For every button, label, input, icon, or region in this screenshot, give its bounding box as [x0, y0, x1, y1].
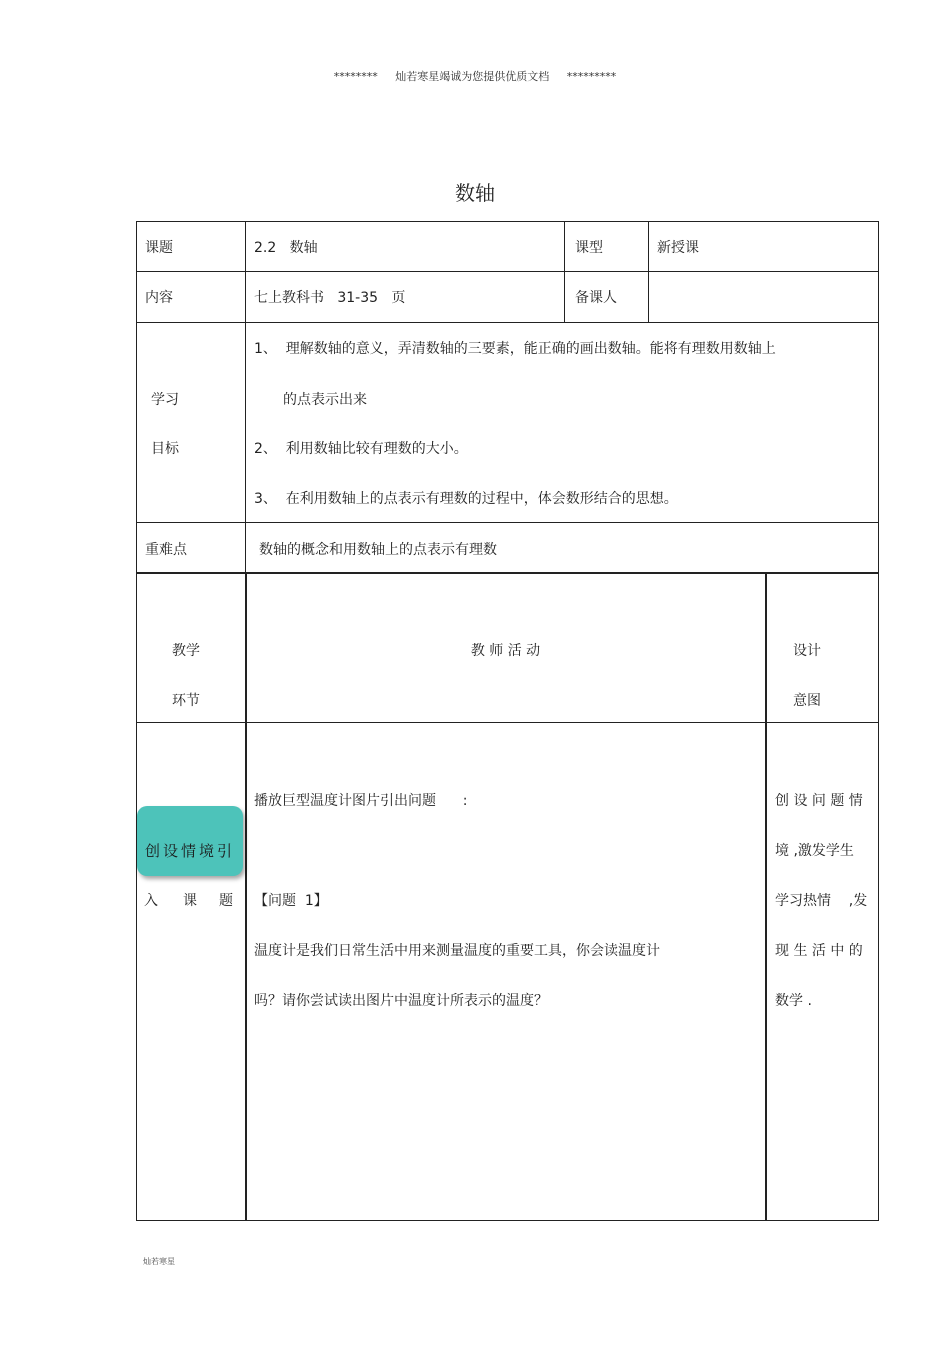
stage-continuation-3: 题 — [219, 893, 233, 909]
question-label: 【问题 1】 — [254, 893, 328, 909]
page-header — [0, 68, 950, 84]
table-border — [136, 221, 137, 1221]
table-border — [878, 221, 879, 1221]
intent-line-4: 现 生 活 中 的 — [775, 943, 863, 959]
activity-line-3: 吗？请你尝试读出图片中温度计所表示的温度？ — [254, 993, 548, 1009]
key-points-value: 数轴的概念和用数轴上的点表示有理数 — [259, 542, 497, 558]
table-border — [648, 221, 649, 322]
document-title: 数轴 — [455, 181, 495, 205]
table-border — [136, 322, 879, 323]
teacher-activity-header: 教 师 活 动 — [470, 643, 541, 659]
table-border — [136, 271, 879, 272]
content-value: 七上教科书 31-35 页 — [254, 290, 406, 306]
table-border — [136, 572, 879, 574]
header-left-stars: ******** — [333, 70, 378, 83]
topic-value: 2.2 数轴 — [254, 240, 318, 256]
page-footer: 灿若寒星 — [143, 1257, 175, 1266]
stage-continuation-2: 课 — [183, 893, 197, 909]
goals-label-line1: 学习 — [151, 392, 179, 408]
intent-header-line2: 意图 — [793, 693, 821, 709]
lesson-type-label: 课型 — [575, 240, 603, 256]
key-points-label: 重难点 — [145, 542, 187, 558]
goal-item-1-cont: 的点表示出来 — [283, 392, 367, 408]
table-border — [136, 522, 879, 523]
goals-label-line2: 目标 — [151, 441, 179, 457]
activity-line-1: 播放巨型温度计图片引出问题 : — [254, 793, 468, 809]
goal-item-1: 1、 理解数轴的意义，弄清数轴的三要素，能正确的画出数轴。能将有理数用数轴上 — [254, 341, 776, 357]
table-border — [245, 221, 246, 573]
intent-line-1: 创 设 问 题 情 — [775, 793, 863, 809]
header-right-stars: ********* — [566, 70, 617, 83]
stage-header-line2: 环节 — [172, 693, 200, 709]
preparer-label: 备课人 — [575, 290, 617, 306]
intent-line-2: 境 ,激发学生 — [775, 843, 854, 859]
topic-label: 课题 — [145, 240, 173, 256]
goal-item-2: 2、 利用数轴比较有理数的大小。 — [254, 441, 468, 457]
table-border — [136, 722, 879, 723]
activity-line-2: 温度计是我们日常生活中用来测量温度的重要工具，你会读温度计 — [254, 943, 660, 959]
table-border — [564, 221, 565, 322]
stage-header-line1: 教学 — [172, 643, 200, 659]
stage-highlight-label: 创设情境引 — [144, 842, 235, 860]
header-text: 灿若寒星竭诚为您提供优质文档 — [395, 70, 550, 83]
stage-continuation-1: 入 — [144, 893, 158, 909]
goal-item-3: 3、 在利用数轴上的点表示有理数的过程中，体会数形结合的思想。 — [254, 491, 678, 507]
content-label: 内容 — [145, 290, 173, 306]
lesson-type-value: 新授课 — [657, 240, 699, 256]
table-border — [136, 1220, 879, 1221]
intent-line-3: 学习热情 ,发 — [775, 893, 868, 909]
table-border — [245, 572, 247, 1221]
intent-line-5: 数学 . — [775, 993, 812, 1009]
table-border — [136, 221, 879, 222]
table-border — [765, 572, 767, 1221]
intent-header-line1: 设计 — [793, 643, 821, 659]
